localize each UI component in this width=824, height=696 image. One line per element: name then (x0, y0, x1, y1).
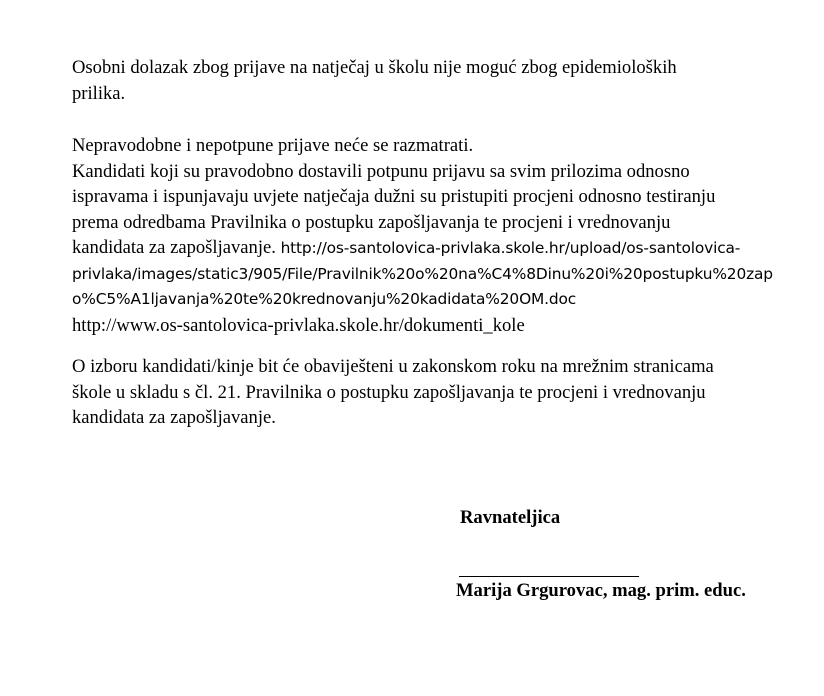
text-line: ispravama i ispunjavaju uvjete natječaja dužni su pristupiti procjeni odnosno testiranju (72, 186, 716, 207)
results-paragraph (72, 354, 772, 431)
documents-link[interactable]: http://www.os-santolovica-privlaka.skole.hr/dokumenti_kole (72, 314, 525, 336)
text-segment: kandidata za zapošljavanje. (72, 237, 281, 258)
regulation-link[interactable]: http://os-santolovica-privlaka.skole.hr/upload/os-santolovica- (280, 239, 741, 257)
text-line: O izboru kandidati/kinje bit će obaviješteni u zakonskom roku na mrežnim stranicama (72, 356, 714, 377)
text-line-with-link (72, 235, 772, 262)
regulation-link-continued[interactable]: privlaka/images/static3/905/File/Pravilnik%20o%20na%C4%8Dinu%20i%20postupku%20zap (72, 264, 773, 283)
signature-line (459, 576, 639, 577)
text-line: Osobni dolazak zbog prijave na natječaj u školu nije moguć zbog epidemioloških (72, 57, 677, 78)
regulation-link-continued[interactable]: o%C5%A1ljavanja%20te%20krednovanju%20kadidata%20OM.doc (72, 290, 577, 308)
text-line: škole u skladu s čl. 21. Pravilnika o postupku zapošljavanja te procjeni i vrednovanju (72, 381, 706, 403)
text-line: Kandidati koji su pravodobno dostavili potpunu prijavu sa svim prilozima odnosno (72, 160, 690, 182)
text-line: Nepravodobne i nepotpune prijave neće se razmatrati. (72, 135, 474, 156)
signature-name: Marija Grgurovac, mag. prim. educ. (456, 580, 746, 601)
conditions-paragraph (72, 133, 772, 338)
signature-title: Ravnateljica (460, 507, 561, 528)
text-line: prema odredbama Pravilnika o postupku zapošljavanja te procjeni i vrednovanju (72, 211, 671, 233)
notice-paragraph (72, 55, 772, 106)
text-line: kandidata za zapošljavanje. (72, 407, 276, 428)
text-line: prilika. (72, 82, 126, 104)
